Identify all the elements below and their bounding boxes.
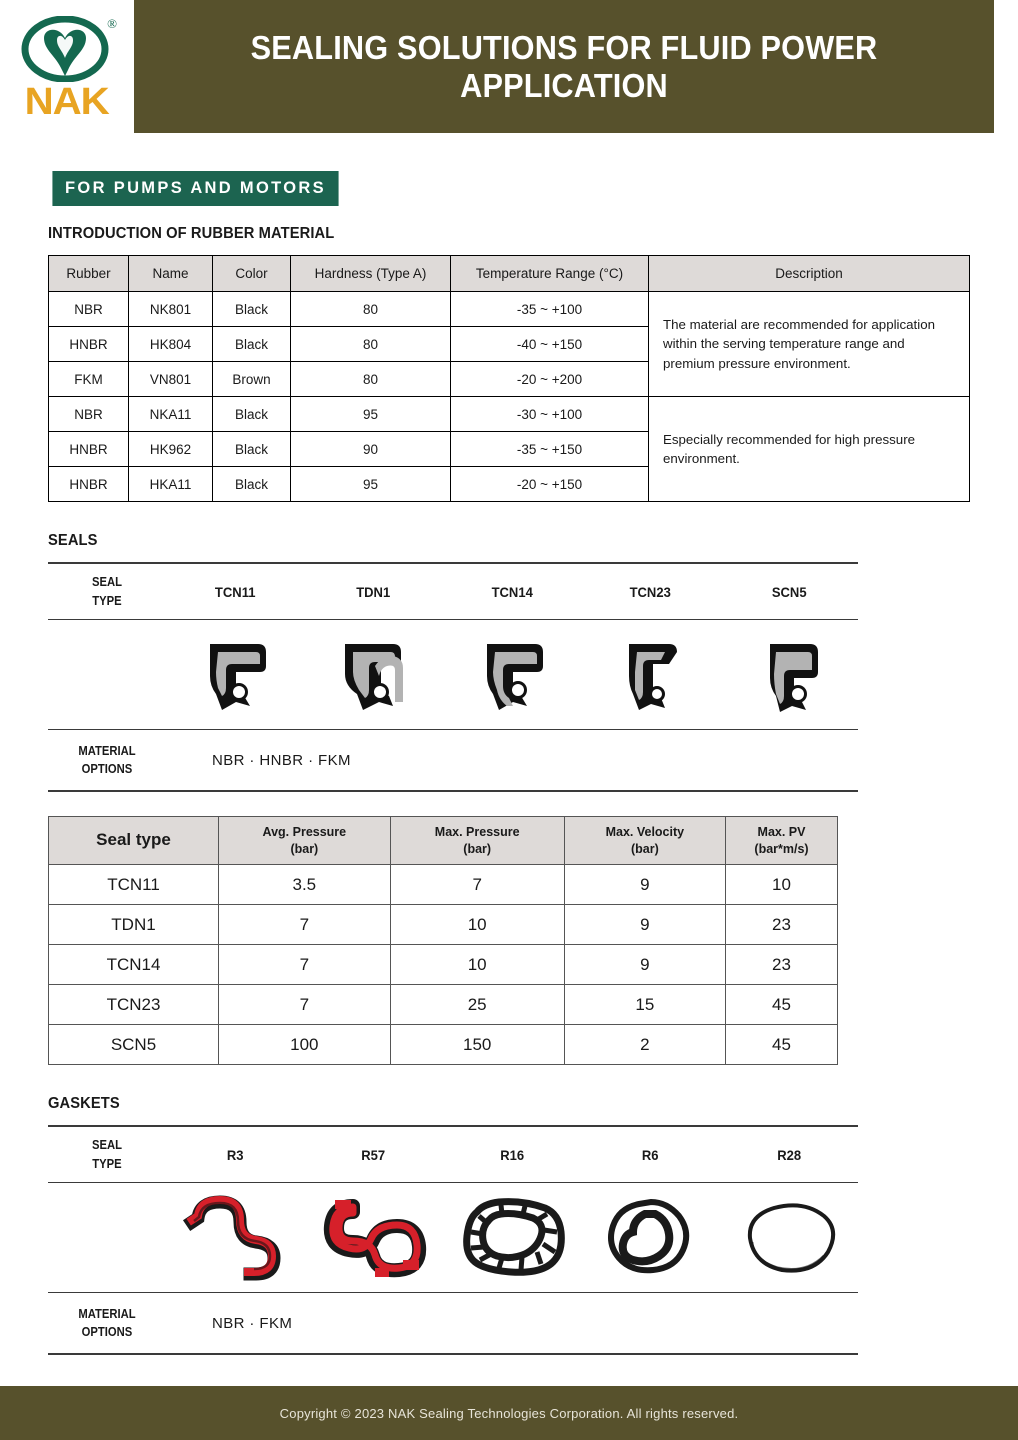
cell-description-high-pressure: Especially recommended for high pressure environment.	[649, 397, 970, 502]
rubber-material-table-body	[49, 292, 970, 502]
gasket-diagram-r57	[304, 1192, 442, 1284]
nak-emblem-icon	[21, 16, 117, 82]
column-header-name: Name	[129, 256, 213, 292]
cell-max-pv: 45	[726, 985, 838, 1025]
column-header-max-pressure-unit: (bar)	[463, 841, 492, 856]
cell-max-velocity: 2	[564, 1025, 725, 1065]
column-header-max-pv-line1: Max. PV	[757, 824, 806, 839]
nak-emblem-svg	[21, 16, 113, 82]
seals-type-label-line1: SEAL	[91, 575, 123, 590]
cell-avg-pressure: 100	[219, 1025, 391, 1065]
cell-max-pv: 45	[726, 1025, 838, 1065]
seal-cross-section-icon	[192, 632, 278, 718]
cell-name: HK962	[129, 432, 213, 467]
heading-gaskets: GASKETS	[48, 1095, 120, 1112]
gasket-type-r57: R57	[361, 1146, 386, 1163]
seal-performance-table-body	[49, 865, 838, 1065]
column-header-temperature: Temperature Range (°C)	[451, 256, 649, 292]
seal-performance-table	[48, 816, 838, 1065]
gaskets-type-row	[48, 1125, 858, 1183]
rubber-material-table	[48, 255, 970, 502]
cell-avg-pressure: 3.5	[219, 865, 391, 905]
table-row	[49, 865, 838, 905]
cell-temperature: -40 ~ +150	[451, 327, 649, 362]
cell-rubber: FKM	[49, 362, 129, 397]
seal-cross-section-icon	[469, 632, 555, 718]
page-title: SEALING SOLUTIONS FOR FLUID POWER APPLICATION	[250, 28, 878, 104]
section-badge-pumps-and-motors: FOR PUMPS AND MOTORS	[52, 171, 338, 206]
gasket-shape-icon	[176, 1192, 294, 1284]
table-header-row	[49, 256, 970, 292]
seals-panel	[48, 562, 858, 792]
gasket-diagram-r3	[166, 1192, 304, 1284]
column-header-max-velocity	[564, 817, 725, 865]
cell-name: HKA11	[129, 467, 213, 502]
seal-type-tcn11: TCN11	[214, 583, 256, 600]
cell-temperature: -35 ~ +150	[451, 432, 649, 467]
gasket-type-r16: R16	[500, 1146, 524, 1163]
column-header-avg-pressure-unit: (bar)	[290, 841, 319, 856]
seal-performance-table-head	[49, 817, 838, 865]
cell-description-standard: The material are recommended for application within the serving temperature range and premium pressure environment.	[649, 292, 970, 397]
cell-max-pressure: 25	[390, 985, 564, 1025]
seal-diagram-tcn11	[166, 632, 304, 718]
cell-max-pressure: 10	[390, 945, 564, 985]
cell-name: HK804	[129, 327, 213, 362]
column-header-rubber: Rubber	[49, 256, 129, 292]
gasket-type-r6: R6	[642, 1146, 659, 1163]
table-row	[49, 905, 838, 945]
seals-material-options: NBR · HNBR · FKM	[212, 751, 351, 769]
gaskets-material-row	[48, 1293, 858, 1355]
table-header-row	[49, 817, 838, 865]
cell-hardness: 95	[291, 397, 451, 432]
gaskets-material-label-line2: OPTIONS	[81, 1325, 133, 1339]
cell-max-velocity: 9	[564, 945, 725, 985]
cell-temperature: -35 ~ +100	[451, 292, 649, 327]
cell-max-pressure: 7	[390, 865, 564, 905]
cell-color: Black	[213, 397, 291, 432]
gasket-diagram-r16	[443, 1192, 581, 1284]
cell-rubber: HNBR	[49, 432, 129, 467]
cell-seal-type: TDN1	[49, 905, 219, 945]
gaskets-material-label-line1: MATERIAL	[78, 1306, 136, 1321]
cell-avg-pressure: 7	[219, 905, 391, 945]
column-header-description: Description	[649, 256, 970, 292]
column-header-color: Color	[213, 256, 291, 292]
cell-color: Black	[213, 327, 291, 362]
column-header-max-velocity-line1: Max. Velocity	[605, 824, 685, 839]
seals-material-label	[54, 742, 160, 778]
heading-rubber-material: INTRODUCTION OF RUBBER MATERIAL	[48, 225, 335, 242]
seal-diagram-tcn14	[443, 632, 581, 718]
cell-seal-type: TCN11	[49, 865, 219, 905]
cell-max-velocity: 9	[564, 865, 725, 905]
seal-type-tcn14: TCN14	[491, 583, 533, 600]
page-header	[0, 0, 1018, 133]
cell-hardness: 95	[291, 467, 451, 502]
header-title-bar	[134, 0, 994, 133]
cell-max-pv: 23	[726, 905, 838, 945]
seal-type-scn5: SCN5	[771, 583, 807, 600]
seal-diagram-tdn1	[304, 632, 442, 718]
column-header-hardness: Hardness (Type A)	[291, 256, 451, 292]
registered-trademark-icon: ®	[107, 16, 117, 31]
column-header-avg-pressure	[219, 817, 391, 865]
cell-seal-type: TCN14	[49, 945, 219, 985]
cell-color: Black	[213, 467, 291, 502]
cell-temperature: -20 ~ +150	[451, 467, 649, 502]
gasket-shape-icon	[595, 1192, 705, 1284]
gaskets-image-cells	[166, 1192, 858, 1284]
column-header-max-pressure-line1: Max. Pressure	[434, 824, 520, 839]
gaskets-material-label	[54, 1305, 160, 1341]
cell-avg-pressure: 7	[219, 985, 391, 1025]
cell-max-pv: 23	[726, 945, 838, 985]
cell-temperature: -20 ~ +200	[451, 362, 649, 397]
table-row	[49, 1025, 838, 1065]
column-header-avg-pressure-line1: Avg. Pressure	[262, 824, 347, 839]
brand-logo	[0, 0, 134, 133]
gasket-shape-icon	[315, 1192, 433, 1284]
heading-seals: SEALS	[48, 532, 98, 549]
table-row	[49, 945, 838, 985]
cell-name: NKA11	[129, 397, 213, 432]
seals-image-cells	[166, 632, 858, 718]
cell-max-pv: 10	[726, 865, 838, 905]
cell-hardness: 90	[291, 432, 451, 467]
cell-hardness: 80	[291, 362, 451, 397]
seals-type-label-line2: TYPE	[92, 593, 122, 608]
seal-diagram-tcn23	[581, 632, 719, 718]
page-footer	[0, 1386, 1018, 1440]
table-row	[49, 397, 970, 432]
cell-hardness: 80	[291, 292, 451, 327]
gasket-shape-icon	[449, 1192, 575, 1284]
gaskets-panel	[48, 1125, 858, 1355]
gasket-shape-icon	[730, 1192, 848, 1284]
seal-cross-section-icon	[607, 632, 693, 718]
cell-rubber: HNBR	[49, 467, 129, 502]
seals-type-cells	[166, 584, 858, 600]
table-row	[49, 985, 838, 1025]
seal-diagram-scn5	[720, 632, 858, 718]
seals-material-cells	[166, 752, 858, 769]
cell-avg-pressure: 7	[219, 945, 391, 985]
gaskets-type-label	[54, 1136, 160, 1172]
copyright-text: Copyright © 2023 NAK Sealing Technologies Corporation. All rights reserved.	[279, 1405, 739, 1421]
cell-name: NK801	[129, 292, 213, 327]
column-header-max-velocity-unit: (bar)	[630, 841, 659, 856]
seals-type-label	[54, 573, 160, 609]
seals-type-row	[48, 562, 858, 620]
seal-type-tdn1: TDN1	[356, 583, 391, 600]
gasket-type-r28: R28	[776, 1146, 801, 1163]
cell-seal-type: SCN5	[49, 1025, 219, 1065]
seal-type-tcn23: TCN23	[629, 583, 672, 600]
cell-rubber: NBR	[49, 292, 129, 327]
cell-rubber: NBR	[49, 397, 129, 432]
cell-color: Black	[213, 292, 291, 327]
column-header-seal-type: Seal type	[49, 817, 219, 865]
table-row	[49, 292, 970, 327]
cell-color: Brown	[213, 362, 291, 397]
gaskets-image-row	[48, 1183, 858, 1293]
brand-wordmark: NAK	[24, 81, 110, 123]
cell-max-velocity: 15	[564, 985, 725, 1025]
gasket-diagram-r28	[720, 1192, 858, 1284]
cell-max-pressure: 150	[390, 1025, 564, 1065]
gaskets-material-options: NBR · FKM	[212, 1314, 293, 1332]
cell-hardness: 80	[291, 327, 451, 362]
cell-seal-type: TCN23	[49, 985, 219, 1025]
page-content	[0, 133, 1018, 1355]
gaskets-type-label-line1: SEAL	[91, 1138, 123, 1153]
seal-cross-section-icon	[746, 632, 832, 718]
column-header-max-pv-unit: (bar*m/s)	[754, 841, 809, 856]
seals-image-row	[48, 620, 858, 730]
rubber-material-table-head	[49, 256, 970, 292]
cell-name: VN801	[129, 362, 213, 397]
cell-color: Black	[213, 432, 291, 467]
gaskets-type-cells	[166, 1147, 858, 1163]
seals-material-label-line2: OPTIONS	[81, 762, 133, 776]
seals-material-row	[48, 730, 858, 792]
gaskets-type-label-line2: TYPE	[92, 1156, 122, 1171]
gasket-diagram-r6	[581, 1192, 719, 1284]
column-header-max-pv	[726, 817, 838, 865]
gasket-type-r3: R3	[226, 1146, 244, 1163]
cell-rubber: HNBR	[49, 327, 129, 362]
seals-material-label-line1: MATERIAL	[78, 743, 136, 758]
seal-cross-section-icon	[331, 632, 417, 718]
cell-max-velocity: 9	[564, 905, 725, 945]
gaskets-material-cells	[166, 1315, 858, 1332]
column-header-max-pressure	[390, 817, 564, 865]
cell-temperature: -30 ~ +100	[451, 397, 649, 432]
cell-max-pressure: 10	[390, 905, 564, 945]
